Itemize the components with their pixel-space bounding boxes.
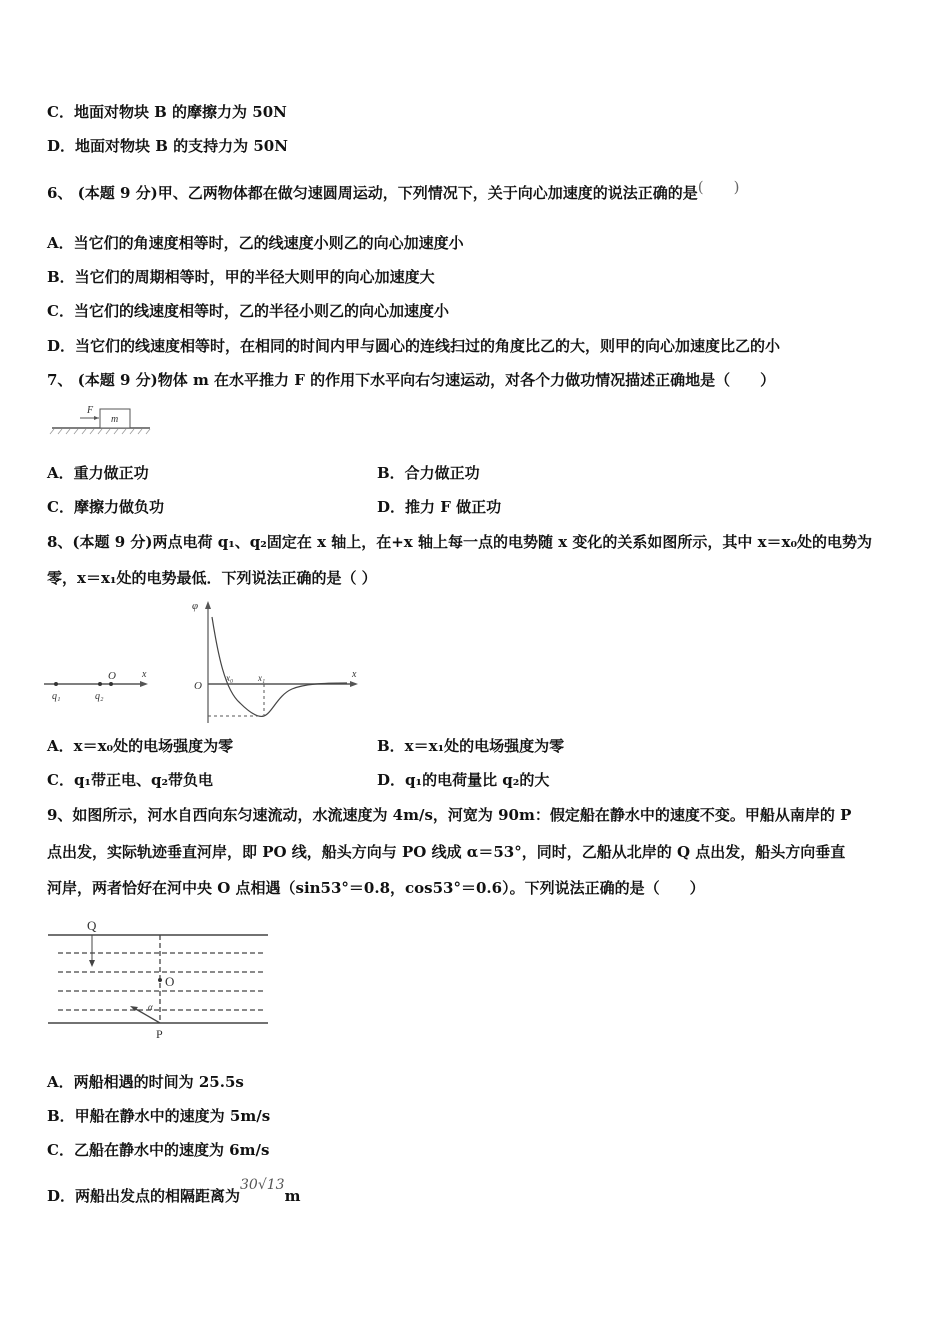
force-label: F — [87, 405, 94, 416]
x-axis-label: x — [142, 669, 147, 680]
q1-label: q₁ — [52, 691, 61, 702]
q7-stem: 7、 (本题 9 分)物体 m 在水平推力 F 的作用下水平向右匀速运动，对各个力做功情况描述正确地是（ ） — [47, 371, 776, 389]
x1-label: x₁ — [258, 673, 266, 683]
q2-label: q₂ — [95, 691, 104, 702]
q8-potential-figure — [42, 595, 362, 730]
q9-option-d — [47, 1177, 301, 1207]
point-o-label: O — [165, 974, 175, 989]
q7-block-figure — [50, 400, 160, 440]
q9-stem-line3: 河岸，两者恰好在河中央 O 点相遇（sin53°＝0.8，cos53°＝0.6）。下列说法正确的是（ ） — [47, 879, 705, 897]
point-p-label: P — [156, 1027, 163, 1041]
q8-option-b: B．x＝x₁处的电场强度为零 — [377, 737, 565, 755]
x-axis-label-2: x — [352, 669, 357, 680]
origin-label: O — [108, 670, 116, 682]
q8-option-a: A．x＝x₀处的电场强度为零 — [47, 737, 234, 755]
q6-stem-text: 6、 (本题 9 分)甲、乙两物体都在做匀速圆周运动，下列情况下，关于向心加速度的说法正确的是 — [47, 184, 698, 202]
q9-option-d-unit: m — [284, 1187, 301, 1205]
q7-option-c: C．摩擦力做负功 — [47, 498, 164, 516]
q6-option-b: B．当它们的周期相等时，甲的半径大则甲的向心加速度大 — [47, 268, 435, 286]
q9-stem-line1: 9、如图所示，河水自西向东匀速流动，水流速度为 4m/s，河宽为 90m：假定船在静水中的速度不变。甲船从南岸的 P — [47, 806, 852, 824]
q9-option-d-expression: 30√13 — [240, 1177, 285, 1193]
q8-stem-line2: 零，x＝x₁处的电势最低．下列说法正确的是（ ） — [47, 569, 377, 587]
q9-option-a: A．两船相遇的时间为 25.5s — [47, 1073, 244, 1091]
alpha-label: α — [148, 1002, 153, 1012]
q5-option-d: D．地面对物块 B 的支持力为 50N — [47, 137, 288, 155]
q8-stem-line1: 8、(本题 9 分)两点电荷 q₁、q₂固定在 x 轴上，在+x 轴上每一点的电势随 x 变化的关系如图所示，其中 x＝x₀处的电势为 — [47, 533, 873, 551]
point-q-label: Q — [87, 918, 97, 933]
q5-option-c: C．地面对物块 B 的摩擦力为 50N — [47, 103, 287, 121]
q9-stem-line2: 点出发，实际轨迹垂直河岸，即 PO 线，船头方向与 PO 线成 α＝53°，同时，乙船从北岸的 Q 点出发，船头方向垂直 — [47, 843, 846, 861]
q8-option-d: D．q₁的电荷量比 q₂的大 — [377, 771, 550, 789]
q9-option-d-text: D．两船出发点的相隔距离为 — [47, 1187, 241, 1205]
origin-label-2: O — [194, 680, 202, 692]
q7-option-a: A．重力做正功 — [47, 464, 149, 482]
q7-option-b: B．合力做正功 — [377, 464, 480, 482]
x0-label: x₀ — [226, 673, 234, 683]
q8-option-c: C．q₁带正电、q₂带负电 — [47, 771, 214, 789]
q6-stem — [47, 178, 740, 203]
q9-river-figure — [48, 912, 273, 1042]
phi-label: φ — [192, 600, 199, 612]
mass-label: m — [111, 414, 119, 425]
q7-option-d: D．推力 F 做正功 — [377, 498, 502, 516]
q6-option-c: C．当它们的线速度相等时，乙的半径小则乙的向心加速度小 — [47, 302, 449, 320]
q6-option-d: D．当它们的线速度相等时，在相同的时间内甲与圆心的连线扫过的角度比乙的大，则甲的向心加速度比乙的小 — [47, 337, 781, 355]
q9-option-b: B．甲船在静水中的速度为 5m/s — [47, 1107, 271, 1125]
q6-answer-blank: ( ) — [697, 178, 740, 196]
q6-option-a: A．当它们的角速度相等时，乙的线速度小则乙的向心加速度小 — [47, 234, 464, 252]
q9-option-c: C．乙船在静水中的速度为 6m/s — [47, 1141, 270, 1159]
